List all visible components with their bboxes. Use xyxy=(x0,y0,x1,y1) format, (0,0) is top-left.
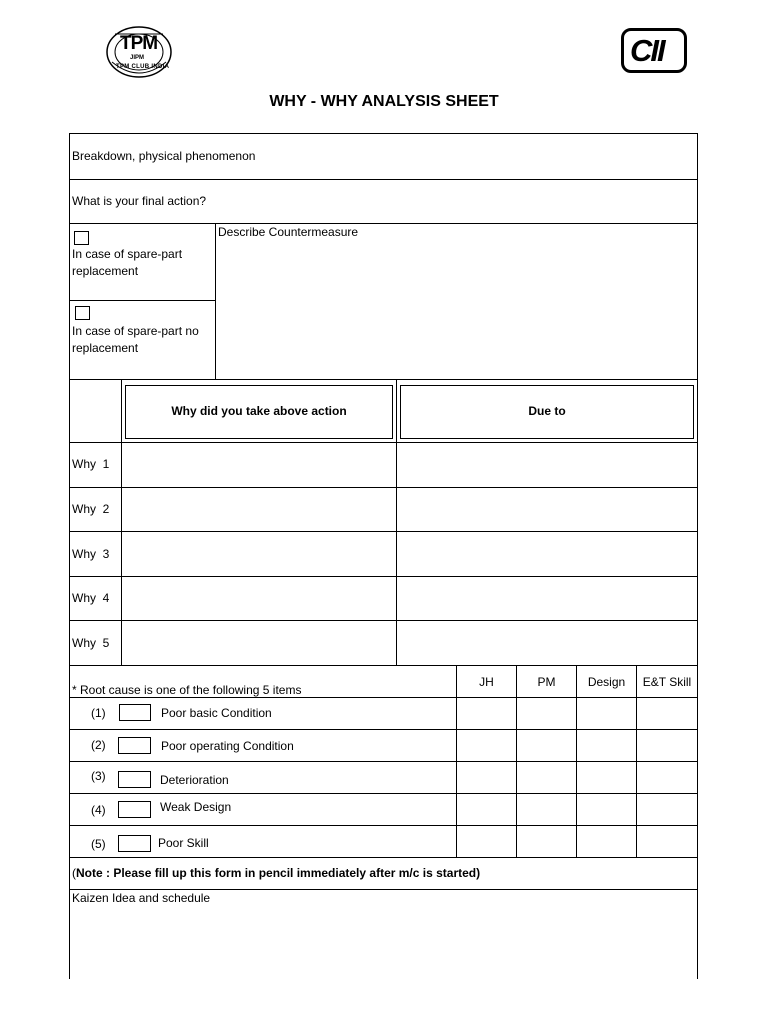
why-due-cell[interactable] xyxy=(397,443,697,487)
column-header-jh: JH xyxy=(479,675,494,689)
why-action-cell[interactable] xyxy=(122,621,396,665)
form-border-right xyxy=(697,133,698,979)
matrix-cell[interactable] xyxy=(457,826,516,857)
root-cause-number: (5) xyxy=(91,837,106,851)
column-header-design: Design xyxy=(587,675,626,689)
spare-part-replacement-label: In case of spare-part replacement xyxy=(72,247,183,278)
why-due-cell[interactable] xyxy=(397,488,697,531)
divider xyxy=(69,857,698,858)
root-cause-label: Weak Design xyxy=(160,800,232,814)
matrix-cell[interactable] xyxy=(577,826,636,857)
matrix-cell[interactable] xyxy=(457,794,516,825)
root-cause-header: * Root cause is one of the following 5 items xyxy=(72,683,302,697)
kaizen-field[interactable] xyxy=(70,906,697,978)
why-row-label: Why 1 xyxy=(72,457,110,471)
why-due-cell[interactable] xyxy=(397,577,697,620)
matrix-cell[interactable] xyxy=(517,826,576,857)
divider xyxy=(69,223,698,224)
due-to-header-box xyxy=(400,385,694,439)
root-cause-number: (1) xyxy=(91,706,106,720)
cii-logo xyxy=(621,28,687,73)
form-border-left xyxy=(69,133,70,979)
column-header-et-skill: E&T Skill xyxy=(642,675,692,689)
root-cause-number: (4) xyxy=(91,803,106,817)
root-cause-checkbox[interactable] xyxy=(118,771,151,788)
matrix-cell[interactable] xyxy=(517,762,576,793)
matrix-cell[interactable] xyxy=(637,762,697,793)
root-cause-label: Poor basic Condition xyxy=(161,706,272,720)
note-text xyxy=(72,866,480,880)
matrix-cell[interactable] xyxy=(637,794,697,825)
root-cause-number: (2) xyxy=(91,738,106,752)
action-header-box xyxy=(125,385,393,439)
root-cause-checkbox[interactable] xyxy=(119,704,151,721)
why-due-cell[interactable] xyxy=(397,621,697,665)
breakdown-label: Breakdown, physical phenomenon xyxy=(72,149,256,163)
root-cause-checkbox[interactable] xyxy=(118,737,151,754)
why-action-cell[interactable] xyxy=(122,577,396,620)
matrix-cell[interactable] xyxy=(637,826,697,857)
why-row-label: Why 3 xyxy=(72,547,110,561)
root-cause-checkbox[interactable] xyxy=(118,801,151,818)
matrix-cell[interactable] xyxy=(577,762,636,793)
divider xyxy=(69,300,215,301)
why-action-cell[interactable] xyxy=(122,532,396,576)
why-due-cell[interactable] xyxy=(397,532,697,576)
matrix-cell[interactable] xyxy=(637,730,697,761)
due-to-column-header: Due to xyxy=(528,404,566,418)
spare-part-no-replacement-checkbox[interactable] xyxy=(75,306,90,320)
why-action-cell[interactable] xyxy=(122,488,396,531)
matrix-cell[interactable] xyxy=(577,698,636,729)
note-body: Note : Please fill up this form in pencil immediately after m/c is started) xyxy=(76,866,481,880)
matrix-cell[interactable] xyxy=(457,762,516,793)
root-cause-label: Poor Skill xyxy=(158,836,209,850)
matrix-cell[interactable] xyxy=(577,730,636,761)
root-cause-label: Poor operating Condition xyxy=(161,739,294,753)
tpm-logo xyxy=(104,24,174,80)
final-action-label: What is your final action? xyxy=(72,194,207,208)
tpm-logo-subtext: JIPM xyxy=(130,55,145,61)
why-row-label: Why 2 xyxy=(72,502,110,516)
matrix-cell[interactable] xyxy=(457,730,516,761)
matrix-cell[interactable] xyxy=(517,794,576,825)
note-open-paren: ( xyxy=(72,866,76,880)
matrix-cell[interactable] xyxy=(637,698,697,729)
why-row-label: Why 4 xyxy=(72,591,110,605)
describe-countermeasure-label: Describe Countermeasure xyxy=(218,225,359,239)
divider xyxy=(69,889,698,890)
root-cause-label: Deterioration xyxy=(160,773,229,787)
why-row-label: Why 5 xyxy=(72,636,110,650)
column-header-pm: PM xyxy=(537,675,556,689)
divider xyxy=(69,379,698,380)
root-cause-number: (3) xyxy=(91,769,106,783)
countermeasure-field[interactable] xyxy=(216,242,696,378)
cii-logo-text: CII xyxy=(630,33,664,68)
divider xyxy=(69,665,698,666)
final-action-field[interactable] xyxy=(260,180,696,222)
tpm-logo-ring-text: TPM CLUB INDIA xyxy=(116,64,170,70)
tpm-logo-text: TPM xyxy=(120,33,158,54)
action-column-header: Why did you take above action xyxy=(171,404,347,418)
matrix-cell[interactable] xyxy=(577,794,636,825)
matrix-cell[interactable] xyxy=(517,730,576,761)
why-action-cell[interactable] xyxy=(122,443,396,487)
root-cause-checkbox[interactable] xyxy=(118,835,151,852)
matrix-cell[interactable] xyxy=(457,698,516,729)
spare-part-no-replacement-label: In case of spare-part no replacement xyxy=(72,324,199,355)
matrix-cell[interactable] xyxy=(517,698,576,729)
spare-part-replacement-checkbox[interactable] xyxy=(74,231,89,245)
kaizen-label: Kaizen Idea and schedule xyxy=(72,891,211,905)
breakdown-field[interactable] xyxy=(300,134,696,178)
page-title: WHY - WHY ANALYSIS SHEET xyxy=(269,93,499,110)
